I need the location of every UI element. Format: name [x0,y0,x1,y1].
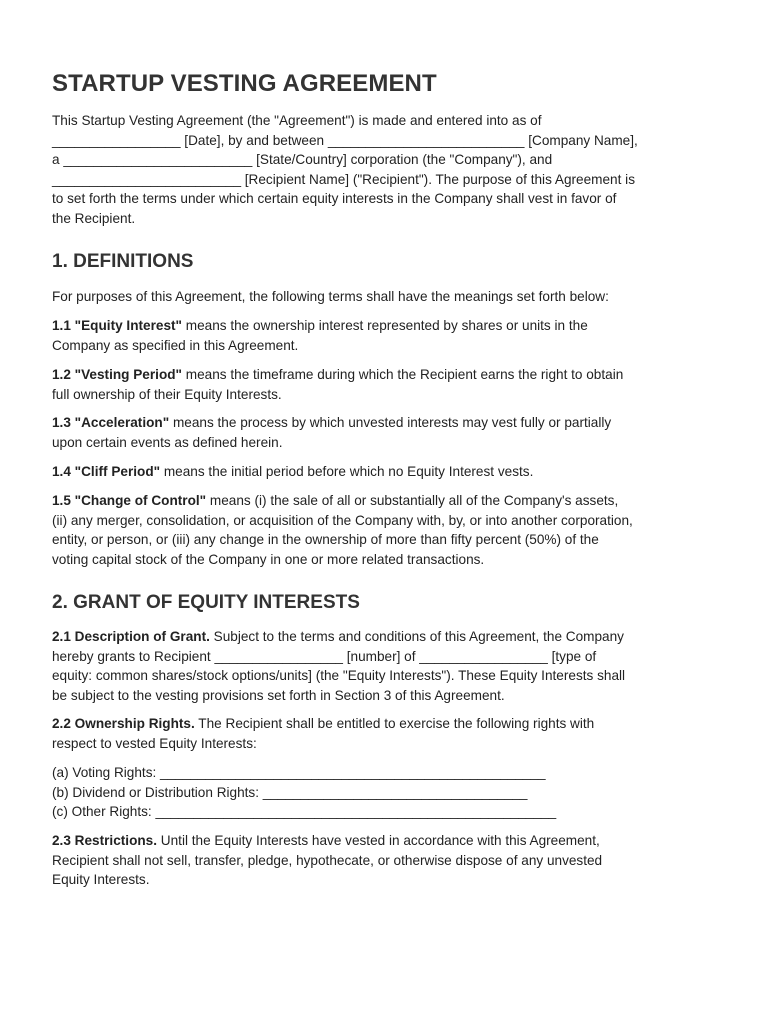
paragraph-text: The Recipient shall be entitled to exercise the following rights with [194,716,595,731]
definition-1-4 [52,462,720,482]
paragraph-2-3 [52,831,720,890]
definition-text: means the timeframe during which the Recipient earns the right to obtain [182,367,624,382]
paragraph-text: Recipient shall not sell, transfer, pledge, hypothecate, or otherwise dispose of any unvested [52,852,603,868]
definition-1-5 [52,491,720,569]
section-1-heading: 1. DEFINITIONS [52,251,194,272]
paragraph-text: hereby grants to Recipient _________________ [number] of _________________ [type of [52,648,597,664]
rights-item-other: (c) Other Rights: _____________________________________________________ [52,804,557,819]
intro-paragraph [52,111,720,228]
intro-line: _________________________ [Recipient Name] ("Recipient"). The purpose of this Agreement is [52,171,635,187]
paragraph-term: 2.1 Description of Grant. [52,629,210,644]
paragraph-term: 2.2 Ownership Rights. [52,716,195,731]
definition-term: 1.3 "Acceleration" [52,415,170,430]
paragraph-text: Subject to the terms and conditions of this Agreement, the Company [209,629,624,644]
paragraph-text: Equity Interests. [52,872,150,887]
definition-text: entity, or person, or (iii) any change in the ownership of more than fifty percent (50%) of the [52,532,599,547]
definition-text: means the process by which unvested interests may vest fully or partially [169,415,612,430]
intro-line: the Recipient. [52,210,136,226]
definition-text: full ownership of their Equity Interests. [52,386,282,402]
definition-term: 1.2 "Vesting Period" [52,367,182,382]
intro-line: _________________ [Date], by and between __________________________ [Company Name], [52,132,638,148]
definition-text: Company as specified in this Agreement. [52,337,299,353]
rights-item-voting: (a) Voting Rights: ___________________________________________________ [52,765,546,780]
document-title: STARTUP VESTING AGREEMENT [52,70,437,97]
paragraph-text: equity: common shares/stock options/units] (the "Equity Interests"). These Equity Interests shall [52,668,626,683]
definition-term: 1.1 "Equity Interest" [52,318,182,333]
paragraph-2-2 [52,714,720,753]
rights-list [52,763,720,822]
definition-1-1 [52,316,720,355]
paragraph-text: be subject to the vesting provisions set forth in Section 3 of this Agreement. [52,687,505,703]
definition-text: means the initial period before which no Equity Interest vests. [160,464,534,479]
paragraph-text: Until the Equity Interests have vested in accordance with this Agreement, [157,833,600,848]
paragraph-term: 2.3 Restrictions. [52,833,158,848]
definition-term: 1.4 "Cliff Period" [52,464,161,479]
paragraph-text: respect to vested Equity Interests: [52,735,257,751]
paragraph-2-1 [52,627,720,705]
definition-text: means the ownership interest represented by shares or units in the [181,318,588,333]
definition-1-3 [52,413,720,452]
definition-1-2 [52,365,720,404]
intro-line: This Startup Vesting Agreement (the "Agreement") is made and entered into as of [52,113,542,128]
definitions-intro: For purposes of this Agreement, the following terms shall have the meanings set forth below: [52,289,609,304]
rights-item-dividend: (b) Dividend or Distribution Rights: ___________________________________ [52,784,528,800]
definition-text: (ii) any merger, consolidation, or acquisition of the Company with, by, or into another corporation, [52,512,633,528]
intro-line: a _________________________ [State/Country] corporation (the "Company"), and [52,152,553,167]
intro-line: to set forth the terms under which certain equity interests in the Company shall vest in favor of [52,191,617,206]
definition-text: upon certain events as defined herein. [52,434,283,450]
definition-text: means (i) the sale of all or substantially all of the Company's assets, [206,493,619,508]
definition-term: 1.5 "Change of Control" [52,493,207,508]
section-2-heading: 2. GRANT OF EQUITY INTERESTS [52,592,360,613]
definition-text: voting capital stock of the Company in one or more related transactions. [52,551,485,567]
